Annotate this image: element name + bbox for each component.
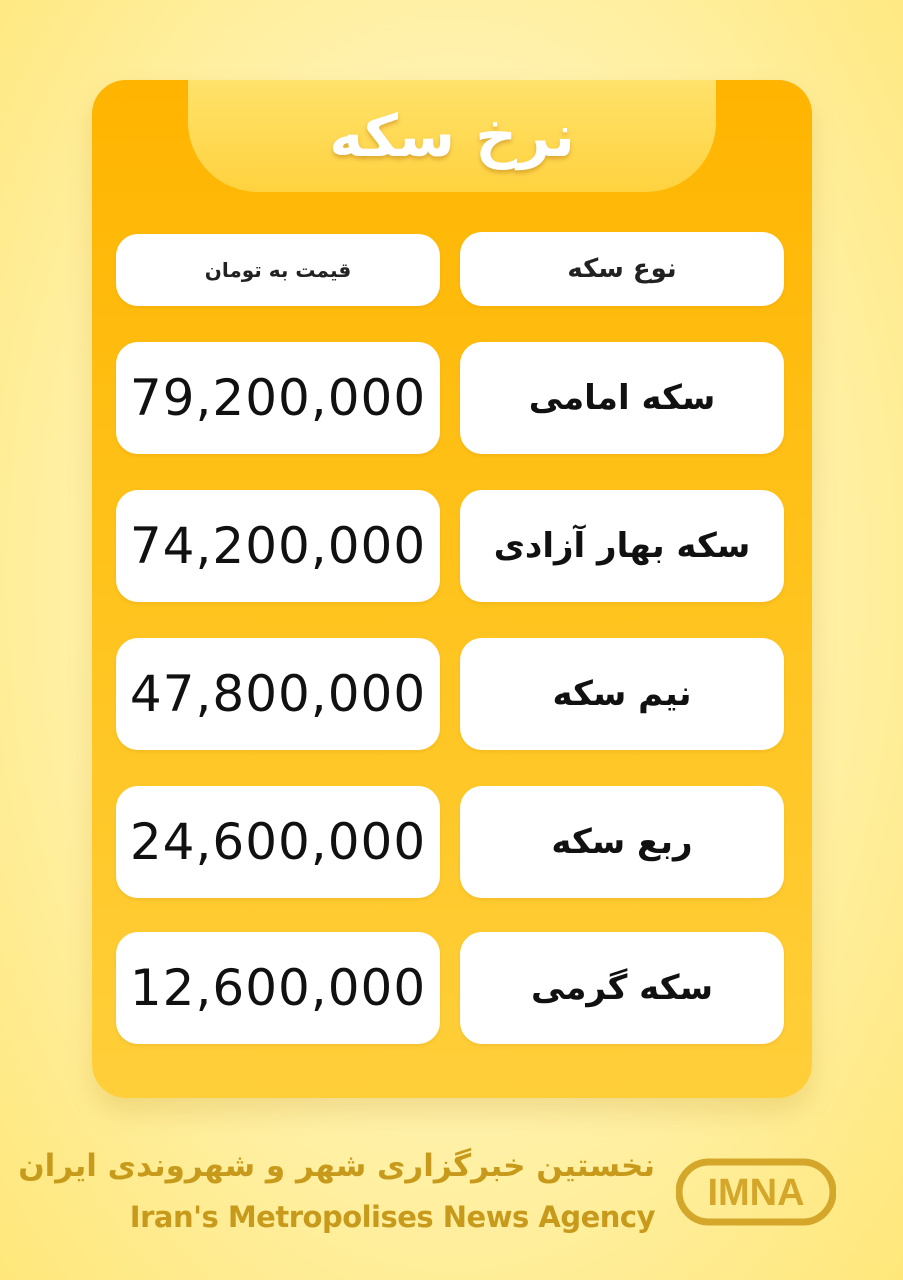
coin-name-cell [460,342,784,454]
coin-name: ربع سکه [551,822,693,862]
page-title: نرخ سکه [329,102,575,170]
coin-name-cell [460,490,784,602]
coin-name-cell [460,786,784,898]
coin-name: سکه امامی [528,378,716,418]
header-price-label: قیمت به تومان [204,258,352,282]
coin-name: سکه گرمی [530,968,714,1008]
footer-persian-tagline: نخستین خبرگزاری شهر و شهروندی ایران [18,1148,655,1184]
coin-name-cell [460,638,784,750]
coin-name: نیم سکه [552,674,692,714]
price-value: 12,600,000 [129,959,427,1017]
price-value: 79,200,000 [129,369,427,427]
price-value: 47,800,000 [129,665,427,723]
header-type-label: نوع سکه [567,254,677,284]
coin-name: سکه بهار آزادی [493,526,751,566]
price-cell [116,638,440,750]
footer-english-tagline: Iran's Metropolises News Agency [129,1200,655,1234]
price-value: 74,200,000 [129,517,427,575]
price-cell [116,342,440,454]
price-cell [116,786,440,898]
header-price-cell [116,234,440,306]
svg-text:IMNA: IMNA [707,1172,805,1214]
coin-name-cell [460,932,784,1044]
header-type-cell [460,232,784,306]
imna-logo-icon [676,1158,836,1226]
price-value: 24,600,000 [129,813,427,871]
price-cell [116,932,440,1044]
price-cell [116,490,440,602]
